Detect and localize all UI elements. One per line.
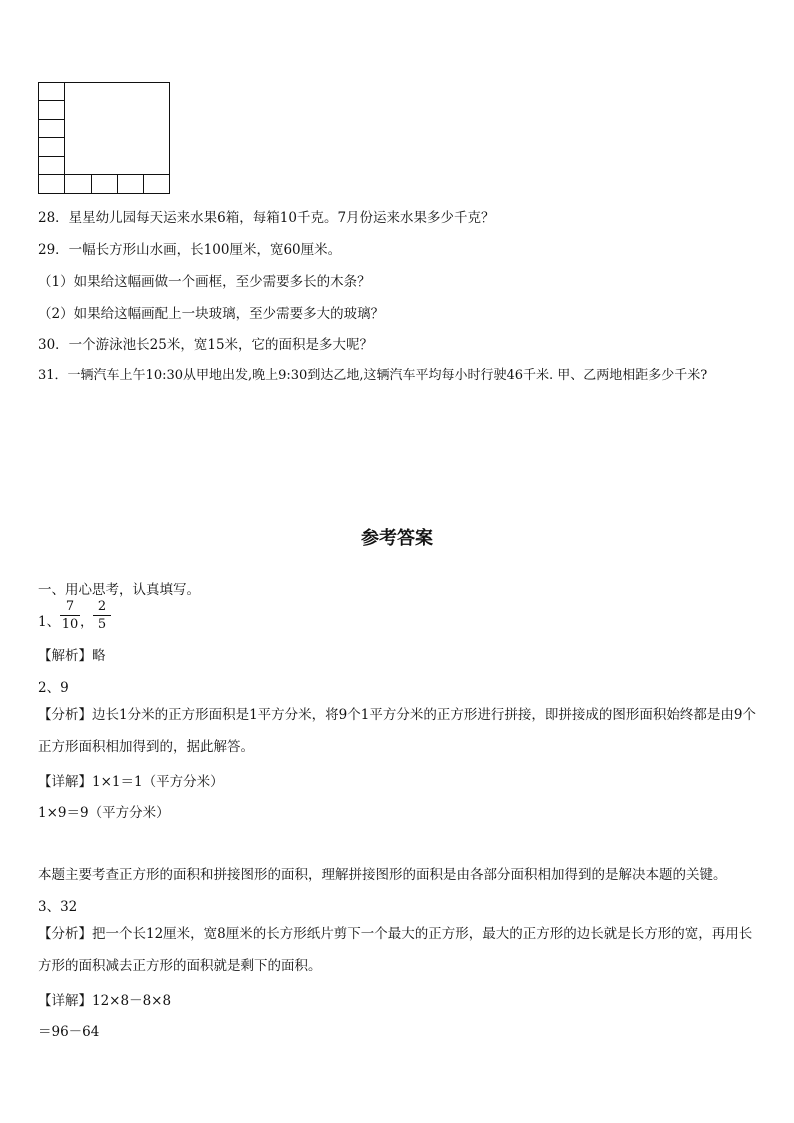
- question-31: 31．一辆汽车上午10:30从甲地出发,晚上9:30到达乙地,这辆汽车平均每小时行驶46千米. 甲、乙两地相距多少千米?: [38, 368, 708, 383]
- question-29-part-1: （1）如果给这幅画做一个画框，至少需要多长的木条？: [38, 274, 371, 290]
- question-29: 29．一幅长方形山水画，长100厘米，宽60厘米。: [38, 242, 342, 258]
- answer-3-analysis: 【分析】把一个长12厘米，宽8厘米的长方形纸片剪下一个最大的正方形，最大的正方形的边长就是长方形的宽，再用长方形的面积减去正方形的面积就是剩下的面积。: [38, 926, 753, 974]
- fraction-numerator: 2: [97, 599, 107, 614]
- answer-3-label: 3、32: [38, 899, 78, 915]
- answers-title: 参考答案: [361, 528, 433, 549]
- answer-1-analysis: 【解析】略: [38, 648, 106, 664]
- answer-3-detail-1: 【详解】12×8－8×8: [38, 993, 172, 1009]
- fraction-denominator: 10: [61, 617, 79, 632]
- fraction-numerator: 7: [65, 599, 75, 614]
- fraction-2-5: [93, 599, 111, 632]
- square-grid-figure: [38, 82, 170, 194]
- answer-1-label: 1、: [38, 614, 61, 630]
- answer-2-detail-1: 【详解】1×1＝1（平方分米）: [38, 774, 224, 790]
- question-28: 28．星星幼儿园每天运来水果6箱，每箱10千克。7月份运来水果多少千克？: [38, 210, 495, 226]
- answer-3-detail-2: ＝96－64: [38, 1024, 100, 1040]
- answer-2-summary: 本题主要考查正方形的面积和拼接图形的面积，理解拼接图形的面积是由各部分面积相加得到的是解决本题的关键。: [38, 867, 727, 883]
- section-heading: 一、用心思考，认真填写。: [38, 582, 200, 598]
- fraction-7-10: [60, 599, 80, 632]
- answer-2-detail-2: 1×9＝9（平方分米）: [38, 805, 170, 821]
- question-30: 30．一个游泳池长25米，宽15米，它的面积是多大呢？: [38, 337, 374, 353]
- fraction-denominator: 5: [97, 617, 107, 632]
- answer-2-label: 2、9: [38, 680, 69, 696]
- question-29-part-2: （2）如果给这幅画配上一块玻璃，至少需要多大的玻璃？: [38, 306, 385, 322]
- fraction-separator: ，: [80, 614, 94, 630]
- answer-2-analysis: 【分析】边长1分米的正方形面积是1平方分米，将9个1平方分米的正方形进行拼接，即拼接成的图形面积始终都是由9个正方形面积相加得到的，据此解答。: [38, 707, 756, 755]
